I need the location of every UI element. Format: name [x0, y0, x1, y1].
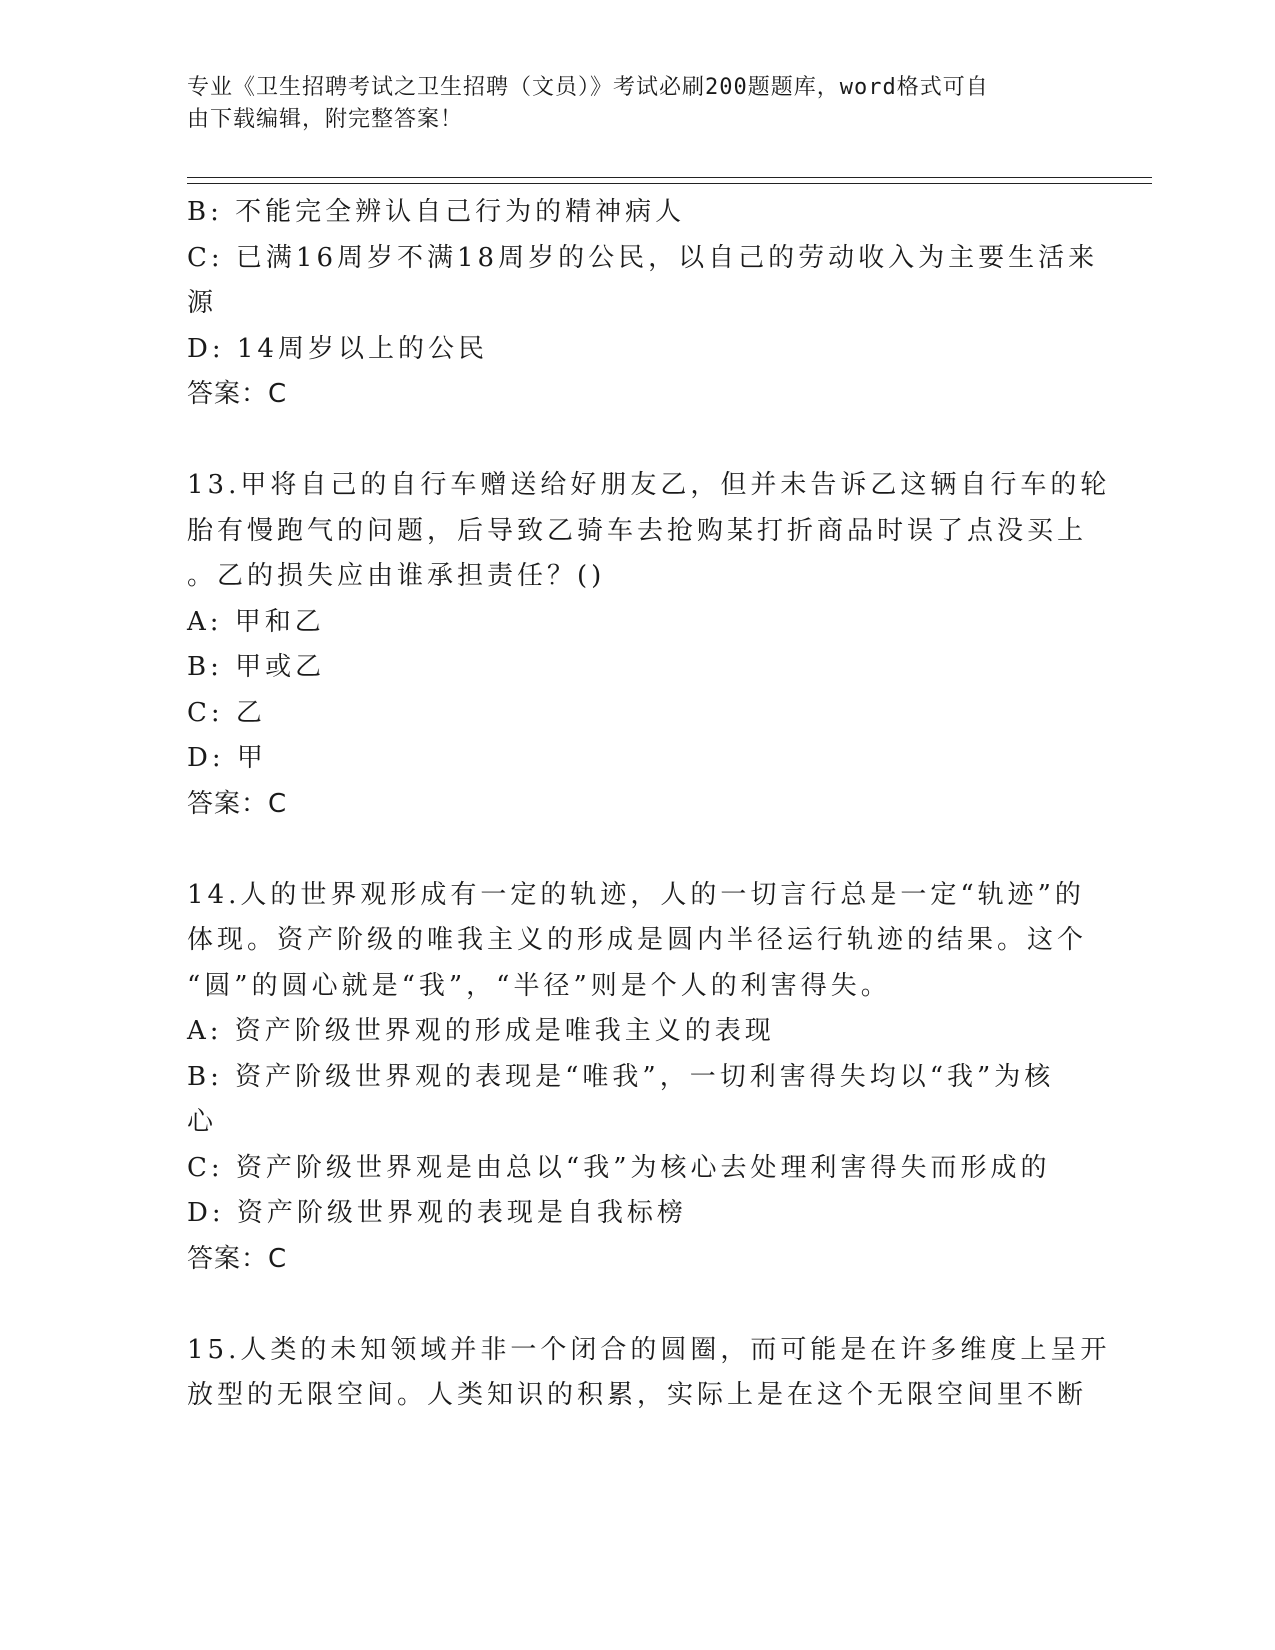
q13-stem-line-1: 13.甲将自己的自行车赠送给好朋友乙，但并未告诉乙这辆自行车的轮 [187, 470, 1111, 500]
q14-answer: 答案：C [187, 1243, 288, 1274]
spacer [187, 1282, 1077, 1328]
header-line-1: 专业《卫生招聘考试之卫生招聘（文员）》考试必刷200题题库，word格式可自 [187, 75, 989, 100]
q14-stem-line-1: 14.人的世界观形成有一定的轨迹，人的一切言行总是一定“轨迹”的 [187, 879, 1085, 910]
q12-answer: 答案：C [187, 379, 288, 409]
question-content [187, 190, 1111, 1419]
q15-stem-line-2: 放型的无限空间。人类知识的积累，实际上是在这个无限空间里不断 [187, 1380, 1088, 1410]
q14-stem-line-2: 体现。资产阶级的唯我主义的形成是圆内半径运行轨迹的结果。这个 [187, 925, 1088, 955]
header-divider-bottom [187, 183, 1152, 184]
q12-option-c-line-2: 源 [187, 288, 218, 318]
q14-option-a: A: 资产阶级世界观的形成是唯我主义的表现 [187, 1016, 775, 1046]
q12-option-c-line-1: C: 已满16周岁不满18周岁的公民，以自己的劳动收入为主要生活来 [187, 242, 1099, 273]
question-14 [187, 873, 1088, 1283]
q14-option-d: D: 资产阶级世界观的表现是自我标榜 [187, 1198, 687, 1228]
q12-option-d: D: 14周岁以上的公民 [187, 333, 488, 364]
q14-option-c: C: 资产阶级世界观是由总以“我”为核心去处理利害得失而形成的 [187, 1152, 1051, 1183]
question-12 [187, 190, 1099, 418]
q13-option-c: C: 乙 [187, 697, 266, 728]
q13-option-b: B: 甲或乙 [187, 652, 326, 682]
q13-answer: 答案：C [187, 788, 288, 819]
q14-option-b-line-2: 心 [187, 1107, 218, 1137]
q13-option-a: A: 甲和乙 [187, 606, 325, 637]
q12-option-b: B: 不能完全辨认自己行为的精神病人 [187, 197, 686, 227]
q13-option-d: D: 甲 [187, 743, 267, 773]
q14-stem-line-3: “圆”的圆心就是“我”，“半径”则是个人的利害得失。 [187, 970, 891, 1001]
header-line-2: 由下载编辑，附完整答案！ [187, 107, 464, 132]
header-divider-top [187, 177, 1152, 178]
question-15 [187, 1328, 1111, 1419]
q13-stem-line-3: 。乙的损失应由谁承担责任？() [187, 561, 606, 591]
spacer [187, 827, 1077, 873]
q14-option-b-line-1: B: 资产阶级世界观的表现是“唯我”，一切利害得失均以“我”为核 [187, 1061, 1055, 1092]
question-13 [187, 463, 1111, 827]
q15-stem-line-1: 15.人类的未知领域并非一个闭合的圆圈，而可能是在许多维度上呈开 [187, 1334, 1111, 1365]
document-header [187, 72, 1067, 136]
q13-stem-line-2: 胎有慢跑气的问题，后导致乙骑车去抢购某打折商品时误了点没买上 [187, 515, 1088, 546]
spacer [187, 418, 1077, 464]
